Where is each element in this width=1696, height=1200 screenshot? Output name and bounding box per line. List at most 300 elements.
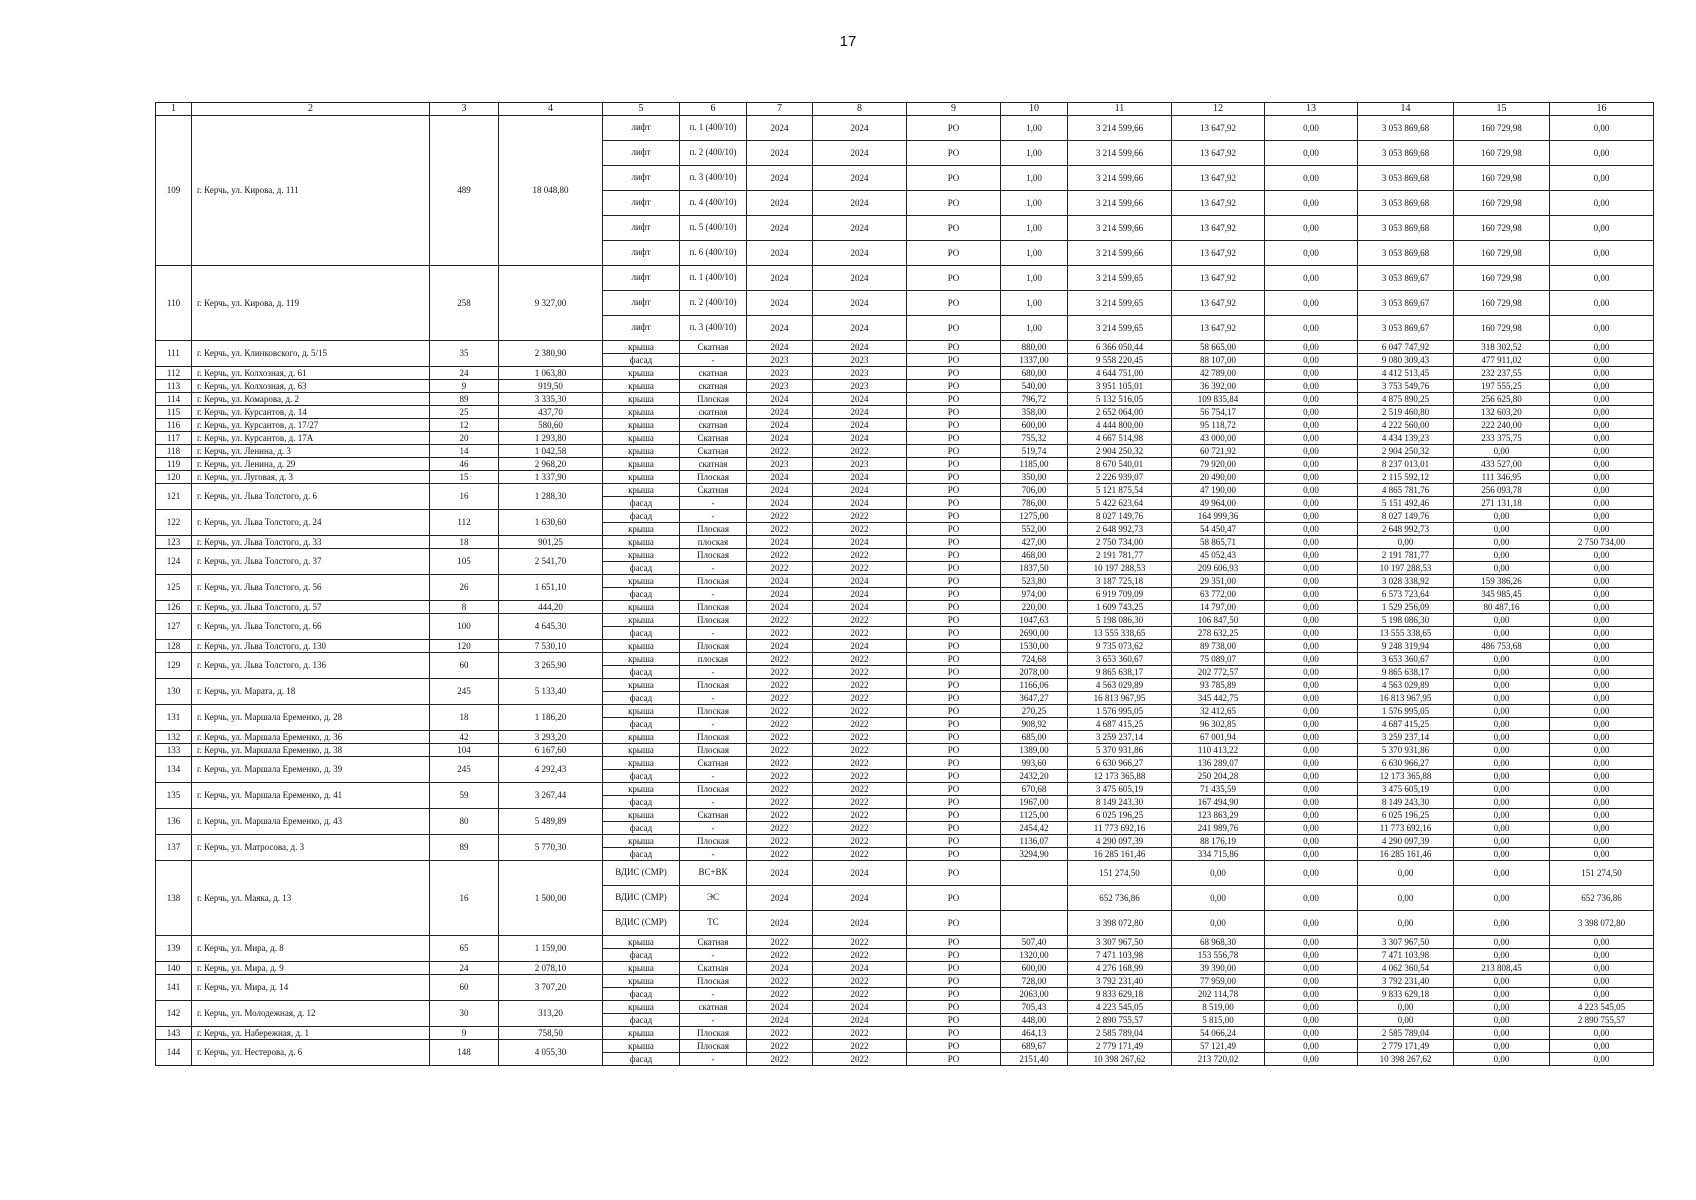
work-type-cell: крыша <box>603 458 680 471</box>
year-start-cell: 2024 <box>747 1014 813 1027</box>
unit-cost-cell: 49 964,00 <box>1172 497 1265 510</box>
work-detail-cell: - <box>680 1014 747 1027</box>
volume-cell: 1166,06 <box>1001 679 1068 692</box>
row-number-cell: 135 <box>156 783 192 809</box>
unit-cost-cell: 58 665,00 <box>1172 341 1265 354</box>
owners-fund-cell: 0,00 <box>1454 731 1550 744</box>
area-cell: 3 265,90 <box>499 653 603 679</box>
work-type-cell: фасад <box>603 1014 680 1027</box>
work-detail-cell: п. 1 (400/10) <box>680 266 747 291</box>
executor-cell: РО <box>907 627 1001 640</box>
work-type-cell: крыша <box>603 406 680 419</box>
unit-cost-cell: 334 715,86 <box>1172 848 1265 861</box>
owners-fund-cell: 0,00 <box>1454 627 1550 640</box>
table-row <box>156 861 1654 886</box>
work-type-cell: лифт <box>603 216 680 241</box>
cost-total-cell: 2 890 755,57 <box>1068 1014 1172 1027</box>
other-fund-cell: 0,00 <box>1550 1027 1654 1040</box>
regional-fund-cell: 3 053 869,67 <box>1358 266 1454 291</box>
column-header: 10 <box>1001 103 1068 116</box>
owners-fund-cell: 0,00 <box>1454 510 1550 523</box>
cost-total-cell: 6 630 966,27 <box>1068 757 1172 770</box>
owners-fund-cell: 0,00 <box>1454 549 1550 562</box>
executor-cell: РО <box>907 445 1001 458</box>
regional-fund-cell: 5 198 086,30 <box>1358 614 1454 627</box>
year-end-cell: 2022 <box>813 653 907 666</box>
regional-fund-cell: 5 151 492,46 <box>1358 497 1454 510</box>
owners-fund-cell: 271 131,18 <box>1454 497 1550 510</box>
regional-fund-cell: 6 630 966,27 <box>1358 757 1454 770</box>
regional-fund-cell: 1 576 995,05 <box>1358 705 1454 718</box>
other-fund-cell: 0,00 <box>1550 796 1654 809</box>
table-row <box>156 266 1654 291</box>
work-detail-cell: Скатная <box>680 445 747 458</box>
table-row <box>156 432 1654 445</box>
fund-cell: 0,00 <box>1265 166 1358 191</box>
owners-fund-cell: 0,00 <box>1454 1027 1550 1040</box>
executor-cell: РО <box>907 886 1001 911</box>
executor-cell: РО <box>907 291 1001 316</box>
unit-cost-cell: 13 647,92 <box>1172 266 1265 291</box>
table-row <box>156 653 1654 666</box>
executor-cell: РО <box>907 406 1001 419</box>
column-header: 11 <box>1068 103 1172 116</box>
residents-cell: 18 <box>430 536 499 549</box>
unit-cost-cell: 0,00 <box>1172 861 1265 886</box>
year-end-cell: 2022 <box>813 770 907 783</box>
owners-fund-cell: 0,00 <box>1454 523 1550 536</box>
fund-cell: 0,00 <box>1265 601 1358 614</box>
volume-cell: 706,00 <box>1001 484 1068 497</box>
residents-cell: 9 <box>430 380 499 393</box>
table-row <box>156 536 1654 549</box>
owners-fund-cell: 0,00 <box>1454 1014 1550 1027</box>
unit-cost-cell: 47 190,00 <box>1172 484 1265 497</box>
column-header: 4 <box>499 103 603 116</box>
work-type-cell: лифт <box>603 241 680 266</box>
owners-fund-cell: 0,00 <box>1454 796 1550 809</box>
residents-cell: 148 <box>430 1040 499 1066</box>
year-start-cell: 2022 <box>747 679 813 692</box>
work-type-cell: лифт <box>603 116 680 141</box>
volume-cell: 1967,00 <box>1001 796 1068 809</box>
address-cell: г. Керчь, ул. Льва Толстого, д. 57 <box>192 601 430 614</box>
regional-fund-cell: 4 865 781,76 <box>1358 484 1454 497</box>
work-detail-cell: Плоская <box>680 1040 747 1053</box>
residents-cell: 80 <box>430 809 499 835</box>
table-row <box>156 757 1654 770</box>
unit-cost-cell: 13 647,92 <box>1172 191 1265 216</box>
residents-cell: 65 <box>430 936 499 962</box>
table-row <box>156 458 1654 471</box>
table-row <box>156 1001 1654 1014</box>
other-fund-cell: 2 750 734,00 <box>1550 536 1654 549</box>
year-end-cell: 2024 <box>813 406 907 419</box>
unit-cost-cell: 89 738,00 <box>1172 640 1265 653</box>
regional-fund-cell: 10 398 267,62 <box>1358 1053 1454 1066</box>
executor-cell: РО <box>907 575 1001 588</box>
regional-fund-cell: 7 471 103,98 <box>1358 949 1454 962</box>
work-type-cell: лифт <box>603 291 680 316</box>
fund-cell: 0,00 <box>1265 809 1358 822</box>
regional-fund-cell: 0,00 <box>1358 536 1454 549</box>
row-number-cell: 119 <box>156 458 192 471</box>
residents-cell: 112 <box>430 510 499 536</box>
unit-cost-cell: 13 647,92 <box>1172 316 1265 341</box>
cost-total-cell: 6 025 196,25 <box>1068 809 1172 822</box>
address-cell: г. Керчь, ул. Льва Толстого, д. 136 <box>192 653 430 679</box>
year-end-cell: 2024 <box>813 471 907 484</box>
unit-cost-cell: 14 797,00 <box>1172 601 1265 614</box>
fund-cell: 0,00 <box>1265 380 1358 393</box>
fund-cell: 0,00 <box>1265 510 1358 523</box>
unit-cost-cell: 43 000,00 <box>1172 432 1265 445</box>
year-start-cell: 2024 <box>747 886 813 911</box>
year-end-cell: 2024 <box>813 191 907 216</box>
other-fund-cell: 0,00 <box>1550 744 1654 757</box>
cost-total-cell: 3 259 237,14 <box>1068 731 1172 744</box>
work-detail-cell: Плоская <box>680 975 747 988</box>
column-header: 12 <box>1172 103 1265 116</box>
fund-cell: 0,00 <box>1265 191 1358 216</box>
work-detail-cell: Плоская <box>680 614 747 627</box>
year-start-cell: 2024 <box>747 141 813 166</box>
regional-fund-cell: 3 753 549,76 <box>1358 380 1454 393</box>
regional-fund-cell: 4 412 513,45 <box>1358 367 1454 380</box>
fund-cell: 0,00 <box>1265 718 1358 731</box>
row-number-cell: 111 <box>156 341 192 367</box>
volume-cell: 427,00 <box>1001 536 1068 549</box>
unit-cost-cell: 71 435,59 <box>1172 783 1265 796</box>
other-fund-cell: 0,00 <box>1550 116 1654 141</box>
work-type-cell: крыша <box>603 614 680 627</box>
year-start-cell: 2022 <box>747 705 813 718</box>
executor-cell: РО <box>907 393 1001 406</box>
work-type-cell: фасад <box>603 949 680 962</box>
executor-cell: РО <box>907 911 1001 936</box>
cost-total-cell: 12 173 365,88 <box>1068 770 1172 783</box>
area-cell: 2 541,70 <box>499 549 603 575</box>
work-detail-cell: плоская <box>680 536 747 549</box>
work-type-cell: крыша <box>603 744 680 757</box>
area-cell: 6 167,60 <box>499 744 603 757</box>
work-type-cell: фасад <box>603 510 680 523</box>
year-start-cell: 2022 <box>747 796 813 809</box>
unit-cost-cell: 110 413,22 <box>1172 744 1265 757</box>
regional-fund-cell: 12 173 365,88 <box>1358 770 1454 783</box>
residents-cell: 245 <box>430 757 499 783</box>
work-detail-cell: Плоская <box>680 523 747 536</box>
owners-fund-cell: 132 603,20 <box>1454 406 1550 419</box>
year-start-cell: 2024 <box>747 216 813 241</box>
year-end-cell: 2022 <box>813 975 907 988</box>
executor-cell: РО <box>907 458 1001 471</box>
year-start-cell: 2022 <box>747 510 813 523</box>
executor-cell: РО <box>907 731 1001 744</box>
year-end-cell: 2023 <box>813 458 907 471</box>
area-cell: 1 630,60 <box>499 510 603 536</box>
unit-cost-cell: 95 118,72 <box>1172 419 1265 432</box>
volume-cell: 1320,00 <box>1001 949 1068 962</box>
work-type-cell: фасад <box>603 822 680 835</box>
work-type-cell: крыша <box>603 783 680 796</box>
year-end-cell: 2024 <box>813 484 907 497</box>
executor-cell: РО <box>907 316 1001 341</box>
regional-fund-cell: 2 519 460,80 <box>1358 406 1454 419</box>
row-number-cell: 131 <box>156 705 192 731</box>
area-cell: 1 288,30 <box>499 484 603 510</box>
residents-cell: 245 <box>430 679 499 705</box>
year-end-cell: 2022 <box>813 822 907 835</box>
address-cell: г. Керчь, ул. Курсантов, д. 17/27 <box>192 419 430 432</box>
year-end-cell: 2022 <box>813 705 907 718</box>
other-fund-cell: 0,00 <box>1550 484 1654 497</box>
work-type-cell: крыша <box>603 419 680 432</box>
fund-cell: 0,00 <box>1265 575 1358 588</box>
address-cell: г. Керчь, ул. Льва Толстого, д. 56 <box>192 575 430 601</box>
work-detail-cell: п. 1 (400/10) <box>680 116 747 141</box>
owners-fund-cell: 222 240,00 <box>1454 419 1550 432</box>
unit-cost-cell: 54 450,47 <box>1172 523 1265 536</box>
other-fund-cell: 0,00 <box>1550 291 1654 316</box>
owners-fund-cell: 197 555,25 <box>1454 380 1550 393</box>
executor-cell: РО <box>907 1001 1001 1014</box>
residents-cell: 8 <box>430 601 499 614</box>
column-header: 5 <box>603 103 680 116</box>
cost-total-cell: 3 214 599,66 <box>1068 241 1172 266</box>
year-start-cell: 2022 <box>747 770 813 783</box>
year-start-cell: 2024 <box>747 861 813 886</box>
area-cell: 313,20 <box>499 1001 603 1027</box>
work-detail-cell: Плоская <box>680 835 747 848</box>
unit-cost-cell: 345 442,75 <box>1172 692 1265 705</box>
year-start-cell: 2022 <box>747 744 813 757</box>
year-end-cell: 2022 <box>813 523 907 536</box>
row-number-cell: 123 <box>156 536 192 549</box>
fund-cell: 0,00 <box>1265 627 1358 640</box>
volume-cell: 1,00 <box>1001 241 1068 266</box>
work-detail-cell: Плоская <box>680 575 747 588</box>
owners-fund-cell: 0,00 <box>1454 822 1550 835</box>
cost-total-cell: 2 648 992,73 <box>1068 523 1172 536</box>
year-end-cell: 2024 <box>813 241 907 266</box>
row-number-cell: 115 <box>156 406 192 419</box>
other-fund-cell: 0,00 <box>1550 380 1654 393</box>
year-start-cell: 2022 <box>747 614 813 627</box>
fund-cell: 0,00 <box>1265 731 1358 744</box>
unit-cost-cell: 0,00 <box>1172 911 1265 936</box>
work-type-cell: ВДИС (СМР) <box>603 886 680 911</box>
owners-fund-cell: 0,00 <box>1454 861 1550 886</box>
other-fund-cell: 0,00 <box>1550 601 1654 614</box>
fund-cell: 0,00 <box>1265 975 1358 988</box>
address-cell: г. Керчь, ул. Набережная, д. 1 <box>192 1027 430 1040</box>
regional-fund-cell: 2 779 171,49 <box>1358 1040 1454 1053</box>
regional-fund-cell: 16 813 967,95 <box>1358 692 1454 705</box>
residents-cell: 24 <box>430 367 499 380</box>
table-row <box>156 575 1654 588</box>
residents-cell: 60 <box>430 653 499 679</box>
residents-cell: 46 <box>430 458 499 471</box>
table-row <box>156 367 1654 380</box>
year-start-cell: 2024 <box>747 116 813 141</box>
executor-cell: РО <box>907 822 1001 835</box>
area-cell: 4 055,30 <box>499 1040 603 1066</box>
area-cell: 2 078,10 <box>499 962 603 975</box>
residents-cell: 89 <box>430 393 499 406</box>
work-type-cell: фасад <box>603 796 680 809</box>
table-row <box>156 614 1654 627</box>
work-detail-cell: п. 6 (400/10) <box>680 241 747 266</box>
residents-cell: 24 <box>430 962 499 975</box>
executor-cell: РО <box>907 588 1001 601</box>
volume-cell: 685,00 <box>1001 731 1068 744</box>
cost-total-cell: 652 736,86 <box>1068 886 1172 911</box>
work-type-cell: крыша <box>603 936 680 949</box>
regional-fund-cell: 2 191 781,77 <box>1358 549 1454 562</box>
executor-cell: РО <box>907 432 1001 445</box>
work-type-cell: крыша <box>603 1027 680 1040</box>
volume-cell: 519,74 <box>1001 445 1068 458</box>
unit-cost-cell: 42 789,00 <box>1172 367 1265 380</box>
work-type-cell: крыша <box>603 757 680 770</box>
table-row <box>156 393 1654 406</box>
volume-cell: 2063,00 <box>1001 988 1068 1001</box>
volume-cell: 1837,50 <box>1001 562 1068 575</box>
executor-cell: РО <box>907 341 1001 354</box>
other-fund-cell: 0,00 <box>1550 354 1654 367</box>
work-type-cell: фасад <box>603 770 680 783</box>
row-number-cell: 113 <box>156 380 192 393</box>
regional-fund-cell: 3 653 360,67 <box>1358 653 1454 666</box>
unit-cost-cell: 136 289,07 <box>1172 757 1265 770</box>
other-fund-cell: 0,00 <box>1550 432 1654 445</box>
unit-cost-cell: 241 989,76 <box>1172 822 1265 835</box>
unit-cost-cell: 13 647,92 <box>1172 141 1265 166</box>
year-start-cell: 2022 <box>747 848 813 861</box>
work-detail-cell: Скатная <box>680 809 747 822</box>
executor-cell: РО <box>907 419 1001 432</box>
table-row <box>156 705 1654 718</box>
table-row <box>156 484 1654 497</box>
table-row <box>156 975 1654 988</box>
cost-total-cell: 3 214 599,66 <box>1068 141 1172 166</box>
regional-fund-cell: 3 053 869,68 <box>1358 116 1454 141</box>
unit-cost-cell: 8 519,00 <box>1172 1001 1265 1014</box>
executor-cell: РО <box>907 536 1001 549</box>
unit-cost-cell: 13 647,92 <box>1172 291 1265 316</box>
other-fund-cell: 0,00 <box>1550 783 1654 796</box>
year-end-cell: 2024 <box>813 291 907 316</box>
work-detail-cell: - <box>680 848 747 861</box>
work-detail-cell: Плоская <box>680 783 747 796</box>
fund-cell: 0,00 <box>1265 216 1358 241</box>
fund-cell: 0,00 <box>1265 692 1358 705</box>
volume-cell: 448,00 <box>1001 1014 1068 1027</box>
volume-cell: 2151,40 <box>1001 1053 1068 1066</box>
fund-cell: 0,00 <box>1265 241 1358 266</box>
other-fund-cell: 0,00 <box>1550 731 1654 744</box>
unit-cost-cell: 123 863,29 <box>1172 809 1265 822</box>
work-type-cell: крыша <box>603 445 680 458</box>
other-fund-cell: 0,00 <box>1550 367 1654 380</box>
volume-cell: 468,00 <box>1001 549 1068 562</box>
fund-cell: 0,00 <box>1265 316 1358 341</box>
year-end-cell: 2022 <box>813 679 907 692</box>
residents-cell: 20 <box>430 432 499 445</box>
unit-cost-cell: 32 412,65 <box>1172 705 1265 718</box>
work-type-cell: фасад <box>603 692 680 705</box>
area-cell: 9 327,00 <box>499 266 603 341</box>
owners-fund-cell: 477 911,02 <box>1454 354 1550 367</box>
other-fund-cell: 0,00 <box>1550 962 1654 975</box>
unit-cost-cell: 213 720,02 <box>1172 1053 1265 1066</box>
residents-cell: 18 <box>430 705 499 731</box>
owners-fund-cell: 0,00 <box>1454 988 1550 1001</box>
volume-cell <box>1001 886 1068 911</box>
owners-fund-cell: 111 346,95 <box>1454 471 1550 484</box>
column-header: 14 <box>1358 103 1454 116</box>
work-detail-cell: Плоская <box>680 393 747 406</box>
column-header: 6 <box>680 103 747 116</box>
column-header: 1 <box>156 103 192 116</box>
area-cell: 5 133,40 <box>499 679 603 705</box>
volume-cell: 1,00 <box>1001 116 1068 141</box>
work-detail-cell: п. 4 (400/10) <box>680 191 747 216</box>
work-type-cell: лифт <box>603 266 680 291</box>
row-number-cell: 121 <box>156 484 192 510</box>
owners-fund-cell: 232 237,55 <box>1454 367 1550 380</box>
cost-total-cell: 16 285 161,46 <box>1068 848 1172 861</box>
work-type-cell: крыша <box>603 975 680 988</box>
volume-cell: 220,00 <box>1001 601 1068 614</box>
year-start-cell: 2024 <box>747 341 813 354</box>
year-end-cell: 2022 <box>813 1040 907 1053</box>
year-start-cell: 2024 <box>747 484 813 497</box>
volume-cell: 689,67 <box>1001 1040 1068 1053</box>
area-cell: 901,25 <box>499 536 603 549</box>
volume-cell: 880,00 <box>1001 341 1068 354</box>
column-header: 9 <box>907 103 1001 116</box>
executor-cell: РО <box>907 484 1001 497</box>
other-fund-cell: 0,00 <box>1550 809 1654 822</box>
fund-cell: 0,00 <box>1265 835 1358 848</box>
cost-total-cell: 9 833 629,18 <box>1068 988 1172 1001</box>
executor-cell: РО <box>907 796 1001 809</box>
cost-total-cell: 10 398 267,62 <box>1068 1053 1172 1066</box>
fund-cell: 0,00 <box>1265 744 1358 757</box>
executor-cell: РО <box>907 1040 1001 1053</box>
executor-cell: РО <box>907 216 1001 241</box>
unit-cost-cell: 0,00 <box>1172 886 1265 911</box>
owners-fund-cell: 0,00 <box>1454 936 1550 949</box>
regional-fund-cell: 4 222 560,00 <box>1358 419 1454 432</box>
other-fund-cell: 3 398 072,80 <box>1550 911 1654 936</box>
other-fund-cell: 0,00 <box>1550 822 1654 835</box>
owners-fund-cell: 160 729,98 <box>1454 141 1550 166</box>
owners-fund-cell: 345 985,45 <box>1454 588 1550 601</box>
residents-cell: 59 <box>430 783 499 809</box>
area-cell: 5 489,89 <box>499 809 603 835</box>
fund-cell: 0,00 <box>1265 523 1358 536</box>
year-start-cell: 2024 <box>747 601 813 614</box>
volume-cell: 2432,20 <box>1001 770 1068 783</box>
year-end-cell: 2024 <box>813 316 907 341</box>
area-cell: 2 380,90 <box>499 341 603 367</box>
other-fund-cell: 0,00 <box>1550 562 1654 575</box>
executor-cell: РО <box>907 718 1001 731</box>
regional-fund-cell: 6 025 196,25 <box>1358 809 1454 822</box>
